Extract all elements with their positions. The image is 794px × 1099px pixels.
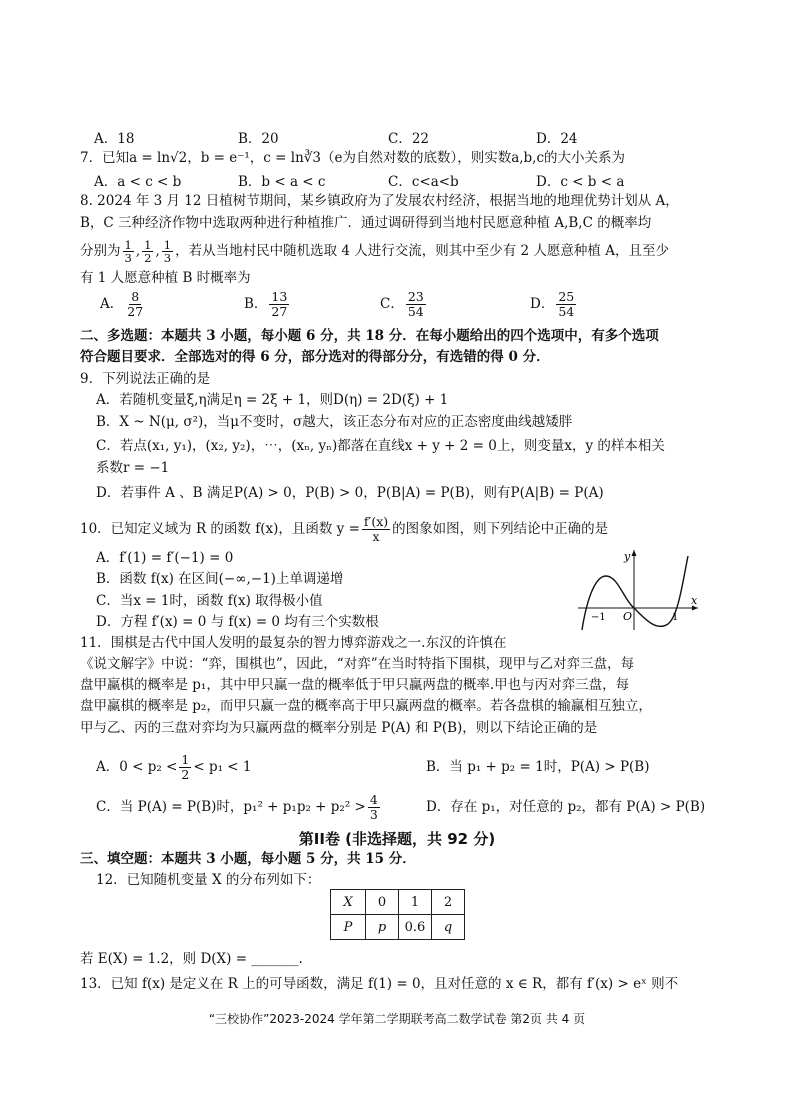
table-cell: 0 xyxy=(366,890,399,915)
q8-option-b-frac: $\frac{13}{27}$ xyxy=(271,289,288,319)
q8-option-d-label: D． xyxy=(530,296,555,312)
q11-line3: 盘甲赢棋的概率是 p₁，其中甲只赢一盘的概率低于甲只赢两盘的概率.甲也与丙对弈三盘，每 xyxy=(80,677,630,693)
y-axis-arrow-icon xyxy=(632,550,637,556)
q9-option-a: A．若随机变量ξ,η满足η = 2ξ + 1，则D(η) = 2D(ξ) + 1 xyxy=(96,392,449,408)
section2-line1: 二、多选题：本题共 3 小题，每小题 6 分，共 18 分．在每小题给出的四个选项中，有多个选项 xyxy=(80,328,659,344)
q10-stem xyxy=(80,514,608,544)
page-footer: “三校协作”2023-2024 学年第二学期联考高二数学试卷 第2页 共 4 页 xyxy=(208,1012,586,1026)
q10-option-d: D．方程 f′(x) = 0 与 f(x) = 0 均有三个实数根 xyxy=(96,614,379,630)
table-cell: 0.6 xyxy=(399,915,432,940)
graph-origin-label: O xyxy=(623,610,633,623)
q10-option-b: B．函数 f(x) 在区间(−∞,−1)上单调递增 xyxy=(96,571,344,587)
q11-line4: 盘甲赢棋的概率是 p₂，而甲只赢一盘的概率高于甲只赢两盘的概率。若各盘棋的输赢相互独立， xyxy=(80,698,652,714)
q11-option-b: B．当 p₁ + p₂ = 1时，P(A) > P(B) xyxy=(426,759,650,775)
q7-option-c: C．c<a<b xyxy=(388,174,459,190)
q11-option-a-pre: A．0 < p₂ < xyxy=(96,759,178,775)
q9-option-c-line1: C．若点(x₁, y₁)，(x₂, y₂)，⋯，(xₙ, yₙ)都落在直线x + y + 2 = 0上，则变量x，y 的样本相关 xyxy=(96,438,665,454)
q10-stem-pre: 10．已知定义域为 R 的函数 f(x)，且函数 y = xyxy=(80,521,360,537)
q11-option-a-frac: $\frac{1}{2}$ xyxy=(181,752,190,782)
table-cell: q xyxy=(432,915,465,940)
graph-y-label: y xyxy=(624,550,631,563)
q6-option-a: A．18 xyxy=(94,131,135,147)
q11-line5: 甲与乙、丙的三盘对弈均为只赢两盘的概率分别是 P(A) 和 P(B)，则以下结论正确的是 xyxy=(80,720,598,736)
q8-line4: 有 1 人愿意种植 B 时概率为 xyxy=(80,270,251,286)
q11-line1: 11．围棋是古代中国人发明的最复杂的智力博弈游戏之一.东汉的许慎在 xyxy=(80,635,507,651)
table-cell: p xyxy=(366,915,399,940)
q8-frac-1: $\frac{1}{3}$ xyxy=(124,238,132,265)
q8-line3-post: ，若从当地村民中随机选取 4 人进行交流，则其中至少有 2 人愿意种植 A，且至少 xyxy=(175,243,669,259)
q10-stem-post: 的图象如图，则下列结论中正确的是 xyxy=(392,521,609,537)
q10-function-graph xyxy=(578,546,702,632)
q11-option-c-pre: C．当 P(A) = P(B)时，p₁² + p₁p₂ + p₂² > xyxy=(96,799,366,815)
q8-frac-2: $\frac{1}{2}$ xyxy=(144,238,152,265)
q10-option-c: C．当x = 1时，函数 f(x) 取得极小值 xyxy=(96,593,323,609)
q11-option-a-post: < p₁ < 1 xyxy=(193,759,252,775)
q9-option-d: D．若事件 A 、B 满足P(A) > 0，P(B) > 0，P(B|A) = P(B)，则有P(A|B) = P(A) xyxy=(96,485,604,501)
q8-option-a xyxy=(100,290,147,319)
q10-option-a: A．f′(1) = f′(−1) = 0 xyxy=(96,550,234,566)
table-cell: 2 xyxy=(432,890,465,915)
q7-option-d: D．c < b < a xyxy=(536,174,625,190)
q8-option-a-frac: $\frac{8}{27}$ xyxy=(127,289,144,319)
q11-option-c xyxy=(96,792,382,822)
q8-line1: 8. 2024 年 3 月 12 日植树节期间，某乡镇政府为了发展农村经济，根据当地的地理优势计划从 A， xyxy=(80,193,679,209)
q7-option-a: A．a < c < b xyxy=(94,174,182,190)
table-row xyxy=(331,915,465,940)
q6-option-c: C．22 xyxy=(388,131,430,147)
q10-frac: $\frac{f'(x)}{x}$ xyxy=(363,514,389,544)
q8-option-d xyxy=(530,290,578,319)
q6-option-d: D．24 xyxy=(536,131,578,147)
q8-option-c-label: C． xyxy=(380,296,404,312)
graph-tick-one: 1 xyxy=(672,612,679,623)
q7-stem: 7．已知a = ln√2，b = e⁻¹，c = ln∛3（e为自然对数的底数），则实数a,b,c的大小关系为 xyxy=(80,150,626,166)
graph-tick-minus-one: −1 xyxy=(591,612,606,623)
table-cell: P xyxy=(331,915,366,940)
graph-x-label: x xyxy=(691,594,698,607)
table-cell: 1 xyxy=(399,890,432,915)
q8-frac-3: $\frac{1}{3}$ xyxy=(163,238,172,265)
q8-line2: B，C 三种经济作物中选取两种进行种植推广．通过调研得到当地村民愿意种植 A,B,C 的概率均 xyxy=(80,215,652,231)
q11-option-d: D．存在 p₁，对任意的 p₂，都有 P(A) > P(B) xyxy=(426,799,706,815)
q8-line3: 分别为 $\frac{1}{3}$ , $\frac{1}{2}$ , $\frac{1}{3}$ ，若从当地村民中随机选取 4 人进行交流，则其中至少有 2 人愿意种植 A，且至少 xyxy=(80,238,669,265)
section3-heading: 三、填空题：本题共 3 小题，每小题 5 分，共 15 分． xyxy=(80,851,416,867)
q11-option-c-frac: $\frac{4}{3}$ xyxy=(369,792,378,822)
q6-option-b: B．20 xyxy=(238,131,279,147)
q9-option-b: B．X ~ N(μ, σ²)，当μ不变时，σ越大，该正态分布对应的正态密度曲线越矮胖 xyxy=(96,414,573,430)
q13-stem: 13．已知 f(x) 是定义在 R 上的可导函数，满足 f(1) = 0，且对任意的 x ∈ R，都有 f′(x) > eˣ 则不 xyxy=(80,976,679,992)
q8-option-c xyxy=(380,290,428,319)
q12-stem: 12．已知随机变量 X 的分布列如下： xyxy=(96,872,321,888)
section2-line2: 符合题目要求．全部选对的得 6 分，部分选对的得部分分，有选错的得 0 分． xyxy=(80,349,550,365)
q8-option-a-label: A． xyxy=(100,296,124,312)
table-cell: X xyxy=(331,890,366,915)
q8-line3-pre: 分别为 xyxy=(80,243,121,259)
q8-option-b xyxy=(244,290,291,319)
q8-option-d-frac: $\frac{25}{54}$ xyxy=(558,289,575,319)
q8-option-b-label: B． xyxy=(244,296,268,312)
q7-option-b: B．b < a < c xyxy=(238,174,326,190)
q12-ask: 若 E(X) = 1.2，则 D(X) = _______. xyxy=(80,951,303,967)
q9-stem: 9．下列说法正确的是 xyxy=(80,371,211,387)
table-row xyxy=(331,890,465,915)
q9-option-c-line2: 系数r = −1 xyxy=(96,460,170,476)
q8-option-c-frac: $\frac{23}{54}$ xyxy=(407,289,424,319)
q11-option-a xyxy=(96,752,251,782)
part2-heading: 第II卷 (非选择题，共 92 分) xyxy=(298,830,496,848)
q12-distribution-table xyxy=(330,889,465,940)
q11-line2: 《说文解字》中说：“弈，围棋也”，因此，“对弈”在当时特指下围棋，现甲与乙对弈三盘，每 xyxy=(80,656,635,672)
